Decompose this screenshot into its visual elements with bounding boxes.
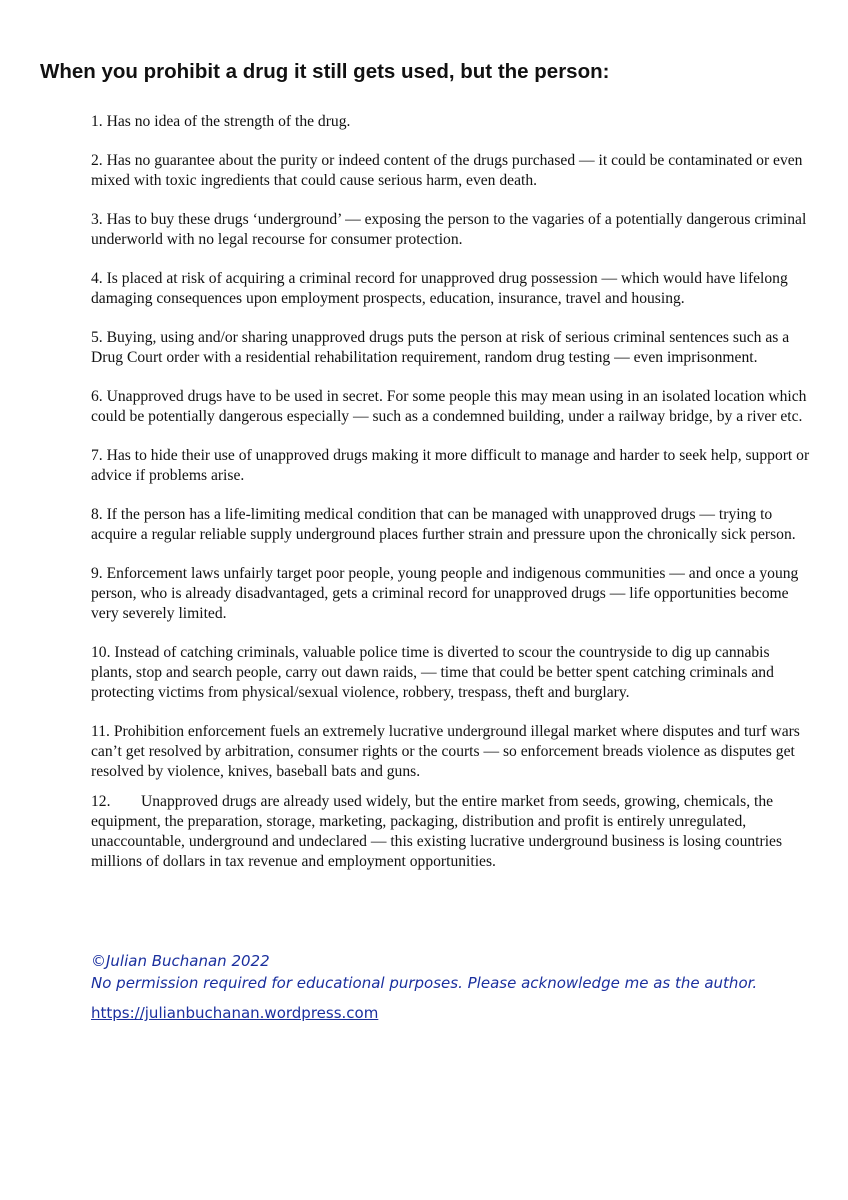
item-text: Instead of catching criminals, valuable police time is diverted to scour the countryside to dig up cannabis plants, stop and search people, carry out dawn raids, — time that could be better spent catching criminals and protecting victims from physical/sexual violence, robbery, trespass, theft and burglary.	[91, 644, 774, 701]
list-item-8	[91, 505, 813, 545]
item-text: Has to buy these drugs ‘underground’ — exposing the person to the vagaries of a potentially dangerous criminal underworld with no legal recourse for consumer protection.	[91, 211, 807, 248]
list-item-7	[91, 446, 813, 486]
item-number: 12.	[91, 793, 111, 810]
item-number: 6.	[91, 388, 103, 405]
item-number: 5.	[91, 329, 103, 346]
page-title: When you prohibit a drug it still gets used, but the person:	[40, 60, 610, 83]
author-website-link[interactable]: https://julianbuchanan.wordpress.com	[91, 1004, 379, 1022]
item-number: 8.	[91, 506, 103, 523]
item-number: 10.	[91, 644, 111, 661]
list-item-5	[91, 328, 813, 368]
item-text: Has no guarantee about the purity or indeed content of the drugs purchased — it could be contaminated or even mixed with toxic ingredients that could cause serious harm, even death.	[91, 152, 803, 189]
list-item-12	[91, 792, 813, 872]
item-text: Has to hide their use of unapproved drugs making it more difficult to manage and harder to seek help, support or advice if problems arise.	[91, 447, 810, 484]
numbered-list	[91, 112, 813, 891]
list-item-3	[91, 210, 813, 250]
item-number: 7.	[91, 447, 103, 464]
item-number: 3.	[91, 211, 103, 228]
item-number: 11.	[91, 723, 110, 740]
item-number: 9.	[91, 565, 103, 582]
item-text: Prohibition enforcement fuels an extremely lucrative underground illegal market where disputes and turf wars can’t get resolved by arbitration, consumer rights or the courts — so enforcement breads violence as disputes get resolved by violence, knives, baseball bats and guns.	[91, 723, 800, 780]
list-item-2	[91, 151, 813, 191]
item-number: 4.	[91, 270, 103, 287]
item-text: Has no idea of the strength of the drug.	[106, 113, 351, 130]
permission-notice: No permission required for educational purposes. Please acknowledge me as the author.	[91, 974, 758, 992]
list-item-6	[91, 387, 813, 427]
item-number: 1.	[91, 113, 103, 130]
item-text: Unapproved drugs have to be used in secret. For some people this may mean using in an isolated location which could be potentially dangerous especially — such as a condemned building, under a railway bridge, by a river etc.	[91, 388, 807, 425]
item-text: Is placed at risk of acquiring a criminal record for unapproved drug possession — which would have lifelong damaging consequences upon employment prospects, education, insurance, travel and housing.	[91, 270, 788, 307]
list-item-10	[91, 643, 813, 703]
item-number: 2.	[91, 152, 103, 169]
list-item-11	[91, 722, 813, 782]
list-item-1	[91, 112, 813, 132]
copyright-footer	[91, 950, 757, 994]
list-item-4	[91, 269, 813, 309]
copyright-notice: ©Julian Buchanan 2022	[91, 952, 270, 970]
item-text: If the person has a life-limiting medical condition that can be managed with unapproved drugs — trying to acquire a regular reliable supply underground places further strain and pressure upon the chronically sick person.	[91, 506, 796, 543]
item-text: Enforcement laws unfairly target poor people, young people and indigenous communities — and once a young person, who is already disadvantaged, gets a criminal record for unapproved drugs — life opportunities become very severely limited.	[91, 565, 799, 622]
list-item-9	[91, 564, 813, 624]
item-text: Unapproved drugs are already used widely, but the entire market from seeds, growing, chemicals, the equipment, the preparation, storage, marketing, packaging, distribution and profit is entirely unregulated, unaccountable, underground and undeclared — this existing lucrative underground business is losing countries millions of dollars in tax revenue and employment opportunities.	[91, 793, 783, 870]
item-text: Buying, using and/or sharing unapproved drugs puts the person at risk of serious criminal sentences such as a Drug Court order with a residential rehabilitation requirement, random drug testing — even imprisonment.	[91, 329, 790, 366]
